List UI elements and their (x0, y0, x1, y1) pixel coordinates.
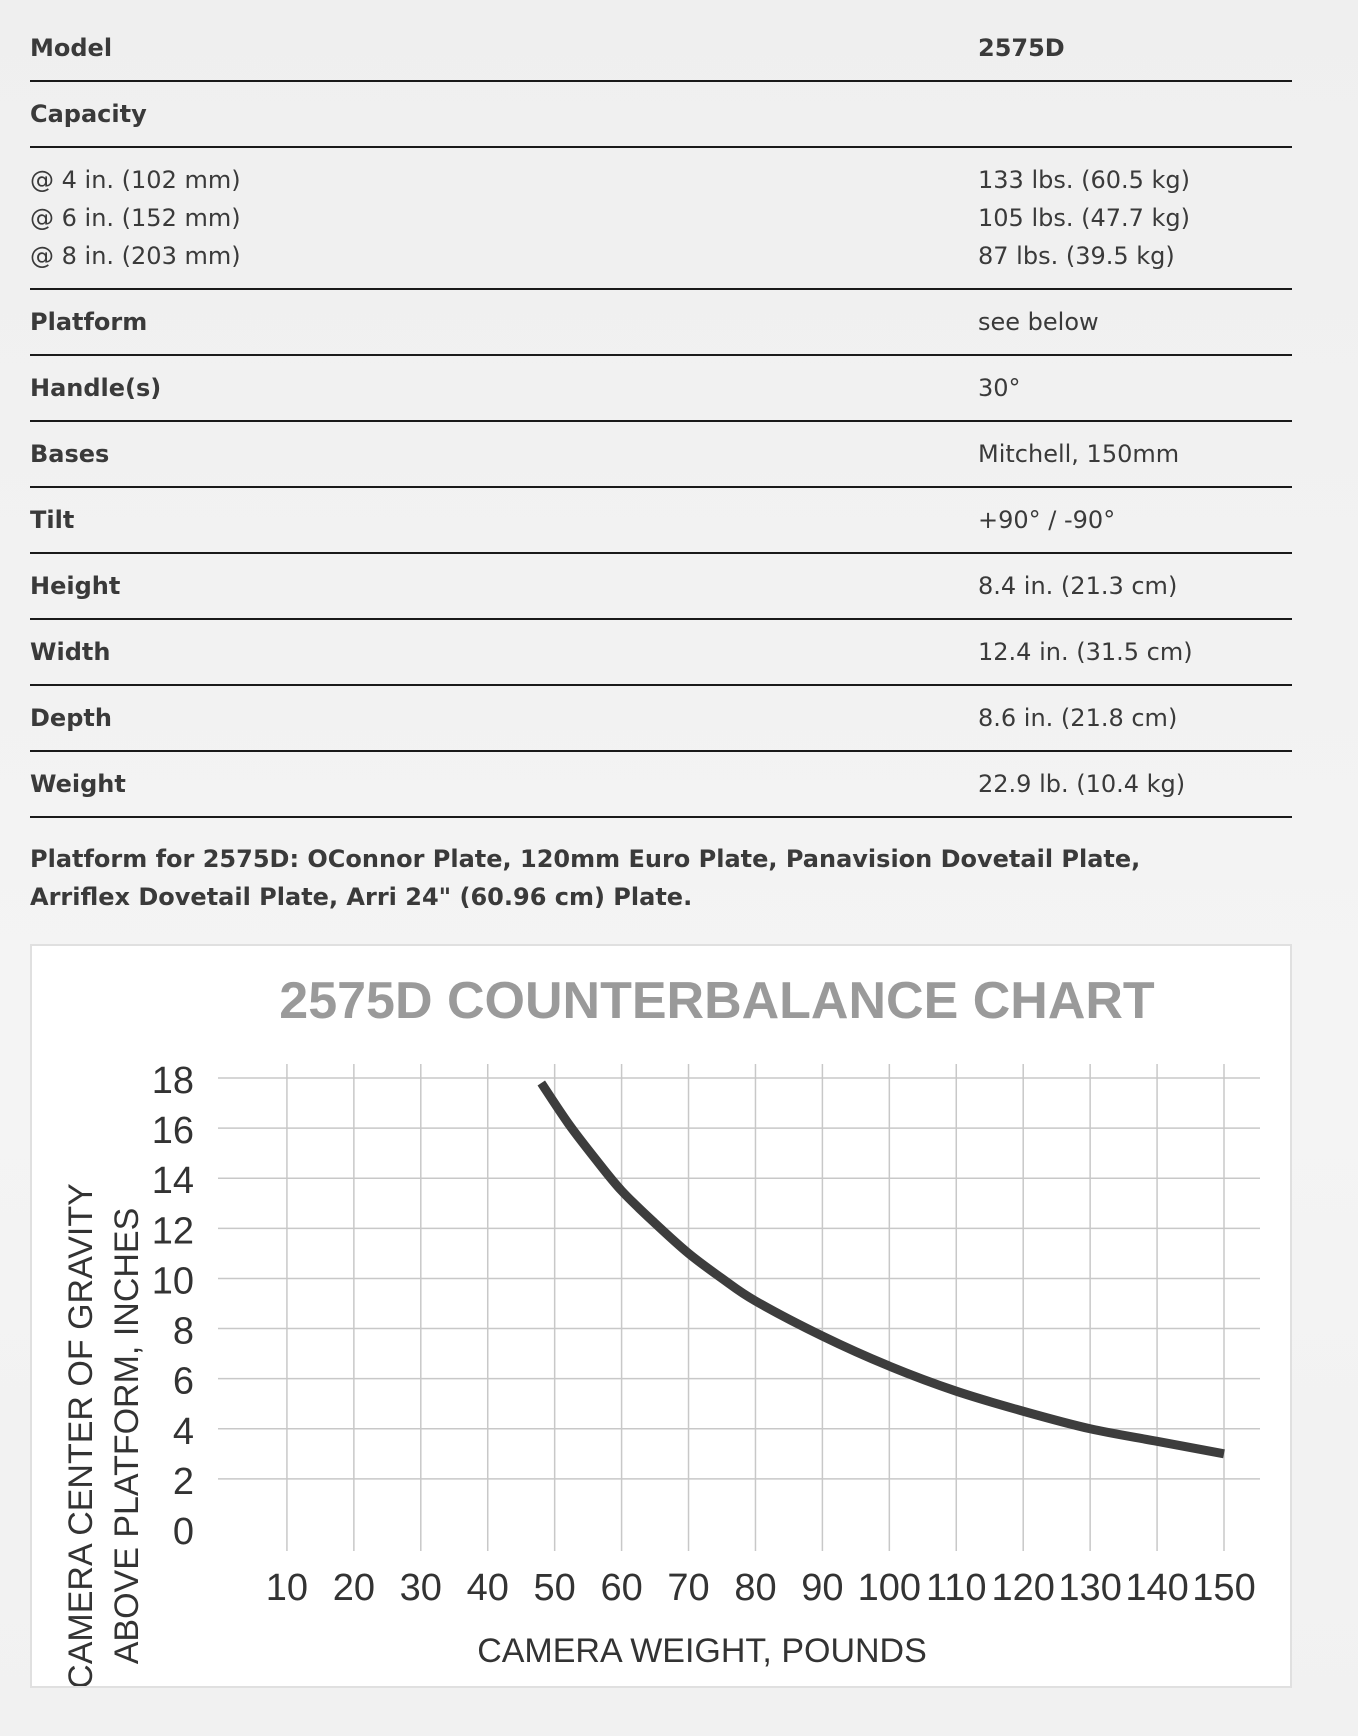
spec-row-tilt (30, 488, 1292, 554)
spec-row-model (30, 16, 1292, 82)
y-tick-label: 8 (172, 1310, 194, 1353)
spec-table (30, 16, 1292, 818)
x-tick-label: 10 (265, 1567, 309, 1609)
y-axis-label-line2: ABOVE PLATFORM, INCHES (108, 1207, 146, 1665)
x-tick-label: 60 (600, 1567, 643, 1609)
x-tick-label: 100 (857, 1567, 922, 1609)
x-tick-label: 130 (1058, 1567, 1122, 1609)
y-tick-label: 6 (172, 1360, 194, 1403)
capacity-label: @ 6 in. (152 mm) (30, 204, 241, 232)
chart-svg (32, 946, 1290, 1686)
spec-row-height (30, 554, 1292, 620)
spec-row-handles (30, 356, 1292, 422)
y-axis-label-line1: CAMERA CENTER OF GRAVITY (62, 1183, 100, 1686)
y-tick-label: 18 (151, 1060, 194, 1102)
y-tick-label: 10 (151, 1260, 194, 1303)
spec-label: Weight (30, 770, 126, 798)
counterbalance-curve (541, 1083, 1224, 1454)
x-tick-label: 150 (1192, 1567, 1256, 1609)
x-tick-label: 50 (533, 1567, 576, 1609)
chart-title: 2575D COUNTERBALANCE CHART (279, 972, 1155, 1030)
spec-value: Mitchell, 150mm (978, 440, 1180, 468)
x-tick-label: 70 (667, 1567, 710, 1609)
spec-label: Handle(s) (30, 374, 162, 402)
y-tick-label: 4 (172, 1410, 194, 1453)
spec-value: see below (978, 308, 1099, 336)
spec-value: 2575D (978, 34, 1065, 62)
spec-label: Capacity (30, 100, 147, 128)
spec-row-capacity (30, 82, 1292, 148)
y-tick-label: 12 (151, 1210, 194, 1253)
spec-row-capacity-values (30, 148, 1292, 290)
spec-value: 8.4 in. (21.3 cm) (978, 572, 1178, 600)
spec-row-bases (30, 422, 1292, 488)
spec-row-platform (30, 290, 1292, 356)
y-tick-label: 0 (172, 1511, 194, 1553)
x-tick-label: 110 (925, 1567, 987, 1609)
capacity-value: 105 lbs. (47.7 kg) (978, 204, 1191, 232)
y-tick-label: 14 (151, 1160, 194, 1203)
spec-label: Model (30, 34, 113, 62)
spec-label: Depth (30, 704, 112, 732)
spec-value: 8.6 in. (21.8 cm) (978, 704, 1178, 732)
capacity-value: 87 lbs. (39.5 kg) (978, 242, 1175, 270)
x-tick-label: 120 (991, 1567, 1055, 1609)
spec-label: Platform (30, 308, 148, 336)
spec-label: Bases (30, 440, 110, 468)
spec-row-weight (30, 752, 1292, 818)
y-tick-label: 2 (172, 1460, 194, 1503)
spec-row-width (30, 620, 1292, 686)
x-tick-label: 90 (801, 1567, 844, 1609)
spec-label: Height (30, 572, 121, 600)
x-tick-label: 80 (734, 1567, 777, 1609)
x-tick-label: 30 (399, 1567, 442, 1609)
x-tick-label: 40 (466, 1567, 509, 1609)
capacity-label: @ 4 in. (102 mm) (30, 166, 241, 194)
capacity-label: @ 8 in. (203 mm) (30, 242, 241, 270)
capacity-value: 133 lbs. (60.5 kg) (978, 166, 1191, 194)
spec-value: 30° (978, 374, 1021, 402)
spec-label: Width (30, 638, 111, 666)
y-tick-label: 16 (151, 1110, 194, 1153)
spec-value: 12.4 in. (31.5 cm) (978, 638, 1193, 666)
spec-row-depth (30, 686, 1292, 752)
spec-value: +90° / -90° (978, 506, 1116, 534)
x-axis-label: CAMERA WEIGHT, POUNDS (477, 1632, 927, 1670)
platform-note: Platform for 2575D: OConnor Plate, 120mm Euro Plate, Panavision Dovetail Plate, Arriflex Dovetail Plate, Arri 24" (60.96 cm) Plate. (30, 845, 1141, 911)
spec-label: Tilt (30, 506, 75, 534)
spec-value: 22.9 lb. (10.4 kg) (978, 770, 1186, 798)
counterbalance-chart (30, 944, 1292, 1688)
x-tick-label: 140 (1125, 1567, 1189, 1609)
x-tick-label: 20 (332, 1567, 376, 1609)
